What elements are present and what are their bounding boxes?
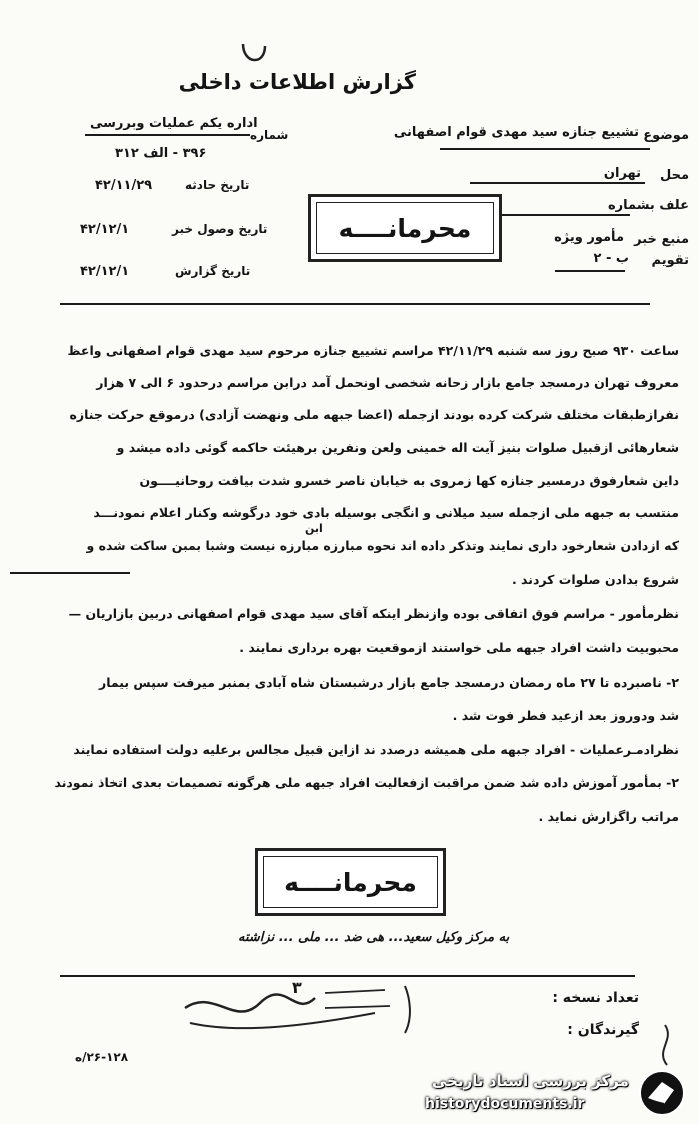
ops-item-line-1: ۲- بمأمور آموزش داده شد ضمن مراقبت ازفعالیت افراد جبهه ملی هرگونه تصمیمات بعدی اتخاذ نمودند [54,775,679,790]
watermark-org-name: مرکز بررسی اسناد تاریخی [432,1072,629,1090]
signature-mark [175,978,435,1048]
body-line-8: شروع بدادن صلوات کردند . [511,572,679,587]
footer-divider [60,975,635,977]
receipt-date-value: ۴۲/۱۲/۱ [80,222,130,237]
subject-underline [440,148,650,150]
department-underline [85,134,250,136]
confidential-stamp-top [308,194,502,262]
attachment-label: علف بشماره [607,198,689,213]
rating-value: ب - ۲ [593,251,629,266]
watermark-logo-icon [634,1068,690,1118]
confidential-stamp-bottom [255,848,446,916]
department-value: اداره یکم عملیات وبررسی [90,116,258,131]
body-line-4: شعارهائی ازقبیل صلوات بنیز آیت اله خمینی ولعن ونفرین برهیئت حاکمه گوئی داده میشد و [116,440,679,455]
recipients-label: گیرندگان : [567,1022,639,1038]
number-value: ۳۹۶ - الف ۳۱۲ [115,146,207,161]
place-label: محل [659,168,689,183]
watermark-website: historydocuments.ir [425,1096,585,1112]
incident-date-label: تاریخ حادثه [185,178,250,192]
handwritten-note: به مرکز وکیل سعید... هی ضد ... ملی ... نزاشته [238,930,510,945]
confidential-stamp-top-text: محرمانــــه [316,202,494,254]
incident-date-value: ۴۲/۱۱/۲۹ [95,178,153,193]
source-value: مأمور ویژه [554,230,624,245]
rating-underline [555,270,625,272]
rating-label: تقویم [651,253,689,268]
ops-opinion-line: نظرادمـرعملیات - افراد جبهه ملی همیشه درصدد ند ازاین قبیل مجالس برعلیه دولت استفاده نمایند [73,742,679,757]
report-date-value: ۴۲/۱۲/۱ [80,264,130,279]
body-line-5: داین شعارفوق درمسیر جنازه کها زمروی به خیابان ناصر خسرو شدت بیافت روحانیــــون [139,473,679,488]
place-underline [470,182,645,184]
body-line-2: معروف تهران درمسجد جامع بازار زحانه شخصی اونحمل آمد درابن مراسم درحدود ۶ الی ۷ هزار [96,375,679,390]
reference-number: ۳ [292,978,302,997]
agent-opinion-line-2: محبوبیت داشت افراد جبهه ملی خواستند ازموقعیت بهره برداری نمایند . [239,640,679,655]
body-line-1: ساعت ۹۳۰ صبح روز سه شنبه ۴۲/۱۱/۲۹ مراسم تشییع جنازه مرحوم سید مهدی قوام اصفهانی واعظ [67,343,679,358]
attachment-underline [480,214,630,216]
receipt-date-label: تاریخ وصول خبر [172,222,268,236]
body-line-3: نفرازطبقات مختلف شرکت کرده بودند ازجمله (اعضا جبهه ملی ونهضت آزادی) درموقع حرکت جنازه [69,407,679,422]
copies-label: تعداد نسخه : [552,990,639,1006]
subject-label: موضوع [643,128,689,143]
source-label: منبع خبر [634,232,689,247]
agent-opinion-line-1: نظرمأمور - مراسم فوق اتفاقی بوده وازنظر اینکه آقای سید مهدی قوام اصفهانی دربین بازاریان — [68,606,679,621]
body-short-line [10,572,130,574]
place-value: تهران [603,166,641,181]
body-line-7: که ازدادن شعارخود داری نمایند وتذکر داده اند نحوه مبارزه مبارزه نیست وشبا بمبن ساکت شده و [86,538,679,553]
subject-value: تشییع جنازه سید مهدی قوام اصفهانی [393,125,639,140]
body-insert-note: ابن [305,522,323,535]
ops-item-line-2: مراتب راگزارش نماید . [538,809,679,824]
margin-scribble-mark [645,1020,685,1070]
item-2-line-1: ۲- ناصبرده تا ۲۷ ماه رمضان درمسجد جامع بازار درشبستان شاه آبادی بمنبر میرفت سپس بیمار [99,675,679,690]
item-2-line-2: شد ودوروز بعد ازعید فطر فوت شد . [452,708,679,723]
number-label: شماره [250,128,289,142]
document-title: گزارش اطلاعات داخلی [178,70,416,94]
confidential-stamp-bottom-text: محرمانــــه [263,856,438,908]
report-date-label: تاریخ گزارش [175,264,251,278]
body-line-6: منتسب به جبهه ملی ازجمله سید میلانی و انگجی بوسیله بادی خود درگوشه وکنار اعلام نمودنـــد [93,505,679,520]
document-code: ۲۶-۱۲۸/ه [75,1050,129,1064]
header-divider [60,303,650,305]
